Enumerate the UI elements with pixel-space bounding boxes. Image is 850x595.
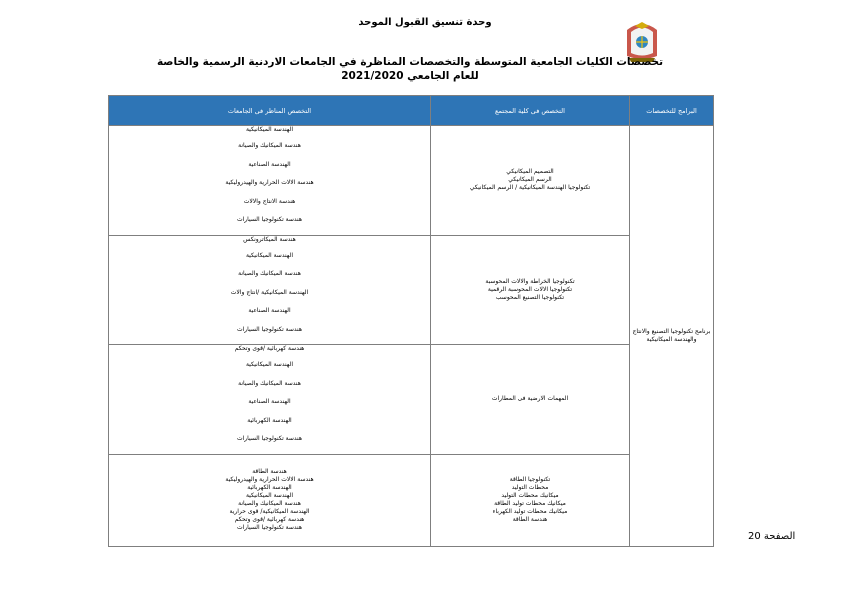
community-cell (431, 235, 630, 345)
community-cell (431, 126, 630, 236)
university-item: هندسة كهربائية /قوى وتحكم (234, 345, 305, 352)
unit-title: وحدة تنسيق القبول الموحد (358, 17, 492, 28)
table-row (109, 126, 714, 236)
community-item: ميكانيك محطات توليد الطاقة (494, 500, 566, 507)
university-cell (109, 454, 431, 546)
university-item: هندسة تكنولوجيا السيارات (236, 216, 303, 223)
table-row (109, 235, 714, 345)
table-row (109, 454, 714, 546)
university-item: هندسة الميكانيك والصيانة (238, 142, 301, 149)
community-item: التصميم الميكانيكي (506, 168, 554, 176)
header-program: البرامج للتخصصات (630, 96, 714, 126)
program-cell: برنامج تكنولوجيا التصنيع والانتاج والهندسة الميكانيكية (630, 126, 714, 547)
community-item: ميكانيك محطات توليد الكهرباء (492, 508, 568, 515)
university-item: هندسة تكنولوجيا السيارات (236, 524, 303, 531)
community-item: تكنولوجيا الخراطة والالات المحوسبة (485, 277, 575, 285)
university-cell (109, 235, 431, 345)
community-item: الرسم الميكانيكي (508, 176, 552, 184)
specialization-table (108, 95, 714, 547)
university-item: هندسة الميكاترونكس (243, 235, 296, 243)
university-item: الهندسة الصناعية (248, 160, 291, 168)
community-item: هندسة الطاقة (512, 516, 548, 523)
university-item: هندسة الميكانيك والصيانة (238, 500, 301, 507)
university-item: الهندسة الكهربائية (247, 416, 292, 424)
university-item: الهندسة الميكانيكية/ قوى حرارية (229, 508, 310, 515)
university-item: هندسة تكنولوجيا السيارات (236, 325, 303, 333)
university-item: هندسة تكنولوجيا السيارات (236, 435, 303, 442)
community-item: تكنولوجيا الالات المحوسبة الرقمية (487, 285, 573, 293)
community-item: تكنولوجيا الهندسة الميكانيكية / الرسم الميكانيكي (469, 184, 591, 192)
university-cell (109, 345, 431, 455)
university-item: الهندسة الميكانيكية (245, 126, 294, 133)
community-item: ميكانيك محطات التوليد (501, 492, 559, 499)
document-title (150, 55, 670, 83)
page-number: الصفحة 20 (748, 531, 796, 542)
title-line-1: تخصصات الكليات الجامعية المتوسطة والتخصصات المناظرة في الجامعات الاردنية الرسمية والخاصة (156, 56, 664, 68)
community-cell (431, 454, 630, 546)
university-item: الهندسة الميكانيكية /انتاج والات (230, 288, 309, 296)
community-item: تكنولوجيا التصنيع المحوسب (495, 293, 565, 301)
university-item: الهندسة الصناعية (248, 307, 291, 314)
university-item: هندسة الالات الحرارية والهيدروليكية (225, 476, 314, 483)
community-item: محطات التوليد (511, 484, 549, 491)
university-item: هندسة الميكانيك والصيانة (238, 270, 301, 277)
table-row (109, 345, 714, 455)
university-item: هندسة الانتاج والالات (243, 197, 296, 205)
title-line-2: للعام الجامعي 2021/2020 (341, 70, 479, 82)
university-item: الهندسة الصناعية (248, 398, 291, 405)
university-item: هندسة كهربائية /قوى وتحكم (234, 516, 305, 523)
header-community: التخصص فى كلية المجتمع (431, 96, 630, 126)
community-item: تكنولوجيا الطاقة (509, 476, 551, 483)
university-item: الهندسة الكهربائية (247, 484, 292, 491)
university-item: هندسة الميكانيك والصيانة (238, 379, 301, 387)
university-cell (109, 126, 431, 236)
university-item: الهندسة الميكانيكية (245, 492, 294, 499)
university-item: الهندسة الميكانيكية (245, 251, 294, 259)
university-item: هندسة الطاقة (252, 468, 287, 475)
table-header-row (109, 96, 714, 126)
university-item: هندسة الالات الحرارية والهيدروليكية (225, 179, 314, 186)
university-item: الهندسة الميكانيكية (245, 361, 294, 368)
header-university: التخصص المناظر فى الجامعات (109, 96, 431, 126)
community-cell (431, 345, 630, 455)
community-item: المهمات الارضية فى المطارات (491, 395, 569, 403)
